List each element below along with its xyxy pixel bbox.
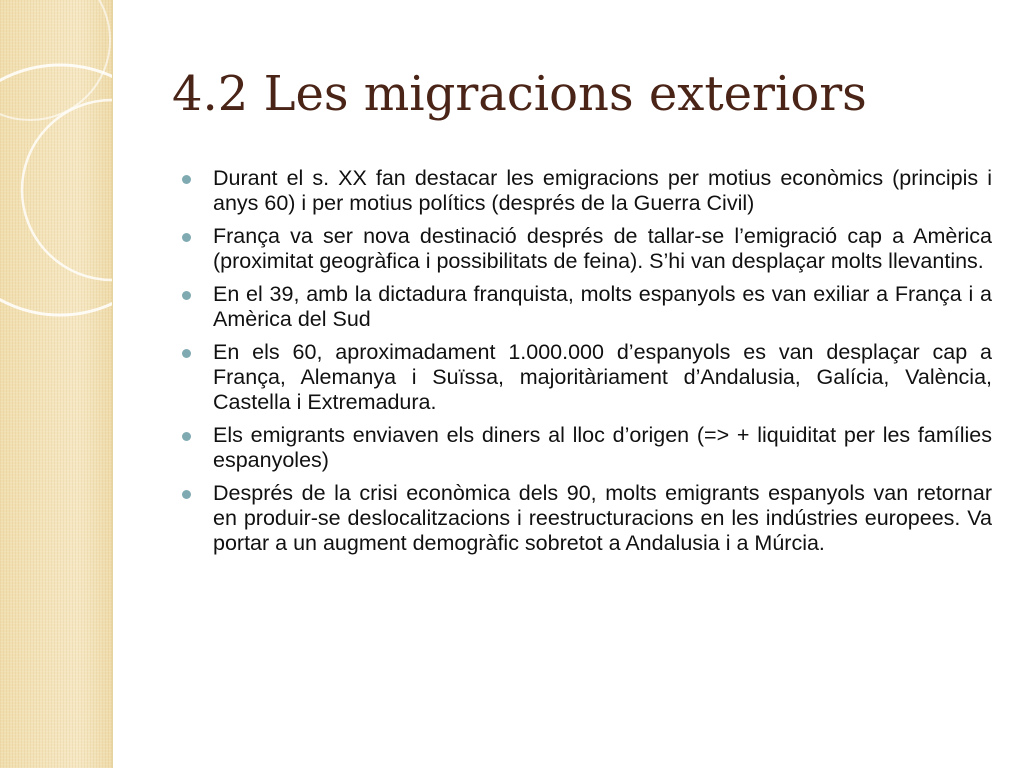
slide-title: 4.2 Les migracions exteriors (172, 66, 867, 122)
bullet-text: En el 39, amb la dictadura franquista, molts espanyols es van exiliar a França i a Amèrica del Sud (213, 282, 992, 331)
bullet-item (180, 340, 992, 415)
bullet-item (180, 224, 992, 274)
decorative-arcs (0, 0, 112, 768)
bullet-text: Durant el s. XX fan destacar les emigracions per motius econòmics (principis i anys 60) i per motius polítics (després de la Guerra Civil) (213, 166, 992, 215)
bullet-list (180, 166, 992, 564)
bullet-dot-icon (182, 432, 191, 441)
bullet-dot-icon (182, 175, 191, 184)
decorative-arc-small (22, 100, 112, 280)
bullet-text: En els 60, aproximadament 1.000.000 d’espanyols es van desplaçar cap a França, Alemanya i Suïssa, majoritàriament d’Andalusia, Galícia, València, Castella i Extremadura. (213, 340, 992, 414)
bullet-item (180, 166, 992, 216)
bullet-item (180, 481, 992, 556)
bullet-dot-icon (182, 349, 191, 358)
bullet-text: Els emigrants enviaven els diners al lloc d’origen (=> + liquiditat per les famílies espanyoles) (213, 423, 992, 472)
bullet-text: Després de la crisi econòmica dels 90, molts emigrants espanyols van retornar en produir-se deslocalitzacions i reestructuracions en les indústries europees. Va portar a un augment demogràfic sobretot a Andalusia i a Múrcia. (213, 481, 992, 555)
bullet-item (180, 282, 992, 332)
bullet-item (180, 423, 992, 473)
bullet-text: França va ser nova destinació després de tallar-se l’emigració cap a Amèrica (proximitat geogràfica i possibilitats de feina). S’hi van desplaçar molts llevantins. (213, 224, 992, 273)
bullet-dot-icon (182, 233, 191, 242)
bullet-dot-icon (182, 291, 191, 300)
bullet-dot-icon (182, 490, 191, 499)
decorative-sidebar (0, 0, 113, 768)
